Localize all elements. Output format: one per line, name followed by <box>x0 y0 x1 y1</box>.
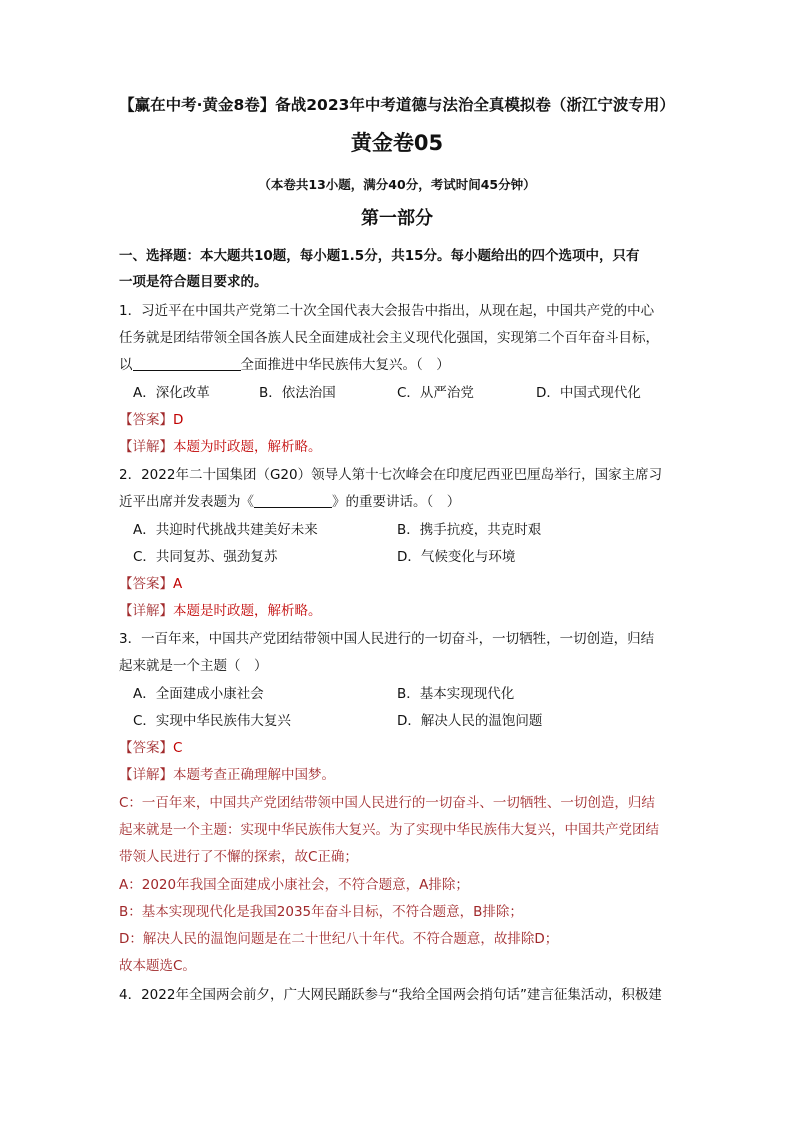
q3-answer-value: C <box>173 740 183 756</box>
paper-title: 黄金卷05 <box>350 131 444 155</box>
q1-stem-post: 全面推进中华民族伟大复兴。（ ） <box>240 357 450 373</box>
part-title: 第一部分 <box>361 208 433 229</box>
q1-answer <box>119 411 183 429</box>
q3-analysis-line: 带领人民进行了不懈的探索，故C正确； <box>119 849 358 865</box>
q4-stem-line1: 4．2022年全国两会前夕，广大网民踊跃参与“我给全国两会捎句话”建言征集活动，积极建 <box>119 987 662 1003</box>
q2-answer-value: A <box>173 576 183 592</box>
q3-conclusion: 故本题选C。 <box>119 958 196 974</box>
q1-answer-value: D <box>173 412 184 428</box>
q1-option-d: D．中国式现代化 <box>536 385 641 401</box>
q1-stem-pre: 以 <box>119 357 133 373</box>
series-title: 【赢在中考·黄金8卷】备战2023年中考道德与法治全真模拟卷（浙江宁波专用） <box>119 96 675 114</box>
q2-option-d: D．气候变化与环境 <box>397 549 516 565</box>
q3-stem-line1: 3．一百年来，中国共产党团结带领中国人民进行的一切奋斗，一切牺牲，一切创造，归结 <box>119 631 655 647</box>
q3-analysis-line: C：一百年来，中国共产党团结带领中国人民进行的一切奋斗、一切牺牲、一切创造，归结 <box>119 795 655 811</box>
paper-info: （本卷共13小题，满分40分，考试时间45分钟） <box>258 177 536 192</box>
q1-stem-line3 <box>119 356 450 374</box>
q1-detail-label: 【详解】 <box>119 439 173 455</box>
q3-option-c: C．实现中华民族伟大复兴 <box>133 713 291 729</box>
q3-option-d: D．解决人民的温饱问题 <box>397 713 543 729</box>
q2-answer-label: 【答案】 <box>119 576 173 592</box>
q2-stem-line2 <box>119 493 460 511</box>
q1-stem-line2: 任务就是团结带领全国各族人民全面建成社会主义现代化强国，实现第二个百年奋斗目标， <box>119 330 659 346</box>
q3-stem-line2: 起来就是一个主题（ ） <box>119 658 268 674</box>
q3-analysis-line: D：解决人民的温饱问题是在二十世纪八十年代。不符合题意，故排除D； <box>119 931 559 947</box>
q2-option-b: B．携手抗疫，共克时艰 <box>397 522 542 538</box>
q2-detail-label: 【详解】 <box>119 603 173 619</box>
section-heading-line1: 一、选择题：本大题共10题，每小题1.5分，共15分。每小题给出的四个选项中，只有 <box>119 248 640 264</box>
q3-option-a: A．全面建成小康社会 <box>133 686 264 702</box>
q2-stem-post: 》的重要讲话。（ ） <box>332 494 461 510</box>
q2-detail <box>119 602 322 620</box>
q2-stem-pre: 近平出席并发表题为《 <box>119 494 254 510</box>
section-heading-line2: 一项是符合题目要求的。 <box>119 274 268 290</box>
q3-detail-label: 【详解】 <box>119 767 173 783</box>
q3-analysis-line: B：基本实现现代化是我国2035年奋斗目标，不符合题意，B排除； <box>119 904 523 920</box>
q2-option-c: C．共同复苏、强劲复苏 <box>133 549 278 565</box>
q3-option-b: B．基本实现现代化 <box>397 686 515 702</box>
q1-detail-text: 本题为时政题，解析略。 <box>173 439 322 455</box>
q2-stem-line1: 2．2022年二十国集团（G20）领导人第十七次峰会在印度尼西亚巴厘岛举行，国家主席习 <box>119 467 663 483</box>
q3-detail-text: 本题考查正确理解中国梦。 <box>173 767 335 783</box>
q2-detail-text: 本题是时政题，解析略。 <box>173 603 322 619</box>
q2-option-a: A．共迎时代挑战共建美好未来 <box>133 522 318 538</box>
q3-analysis-line: A：2020年我国全面建成小康社会，不符合题意，A排除； <box>119 877 469 893</box>
q3-answer <box>119 739 182 757</box>
q2-answer <box>119 575 182 593</box>
q1-option-b: B．依法治国 <box>259 385 336 401</box>
q3-analysis-line: 起来就是一个主题：实现中华民族伟大复兴。为了实现中华民族伟大复兴，中国共产党团结 <box>119 822 659 838</box>
q1-detail <box>119 438 322 456</box>
q1-blank <box>133 356 241 371</box>
q1-stem-line1: 1．习近平在中国共产党第二十次全国代表大会报告中指出，从现在起，中国共产党的中心 <box>119 303 655 319</box>
q1-answer-label: 【答案】 <box>119 412 173 428</box>
q1-option-a: A．深化改革 <box>133 385 210 401</box>
q3-answer-label: 【答案】 <box>119 740 173 756</box>
q1-option-c: C．从严治党 <box>397 385 474 401</box>
q2-blank <box>254 493 332 508</box>
q3-detail <box>119 766 335 784</box>
